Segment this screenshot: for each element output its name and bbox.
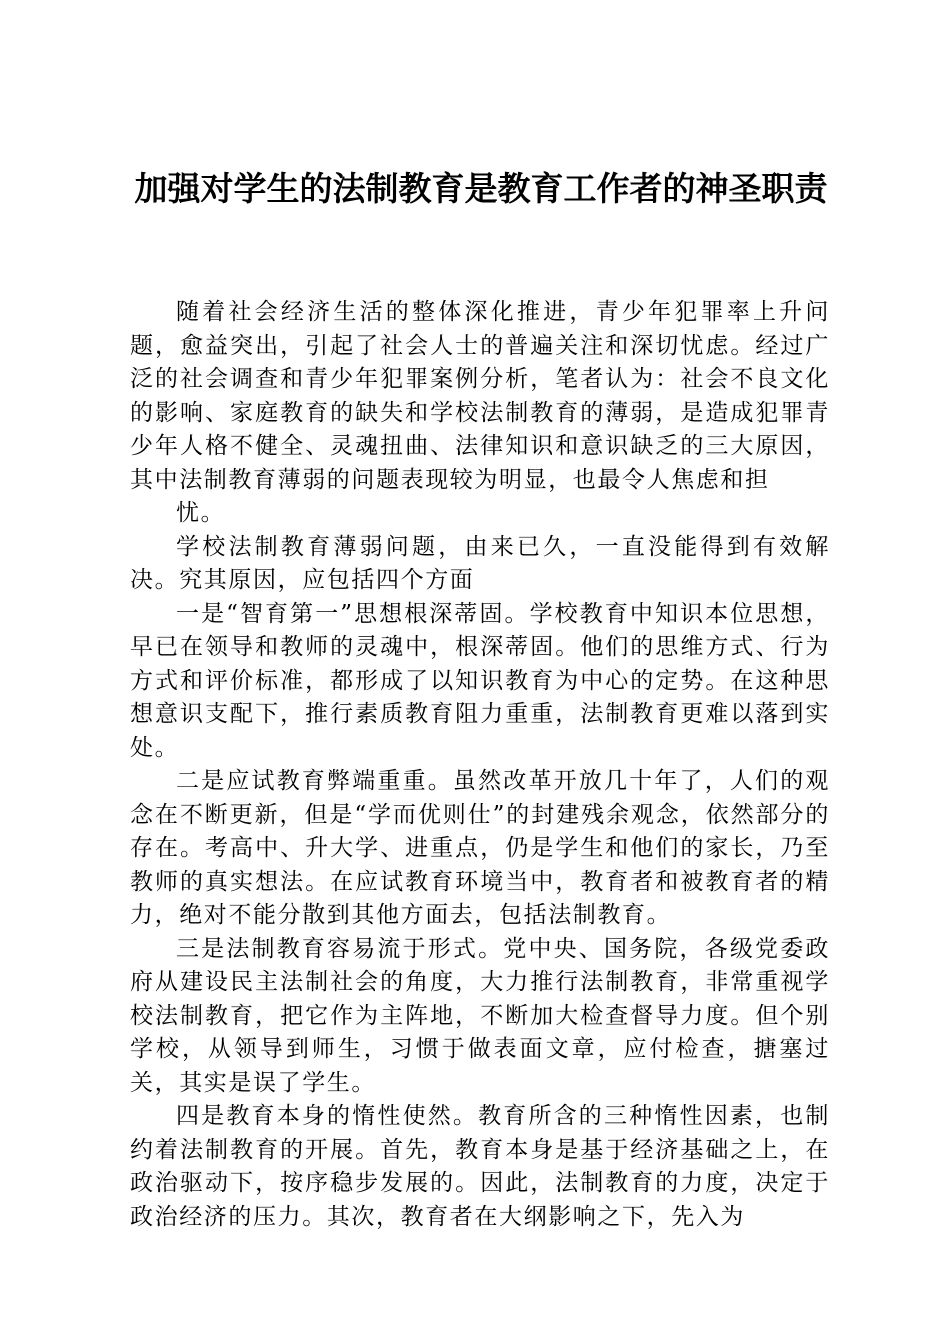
paragraph-reason-one: 一是“智育第一”思想根深蒂固。学校教育中知识本位思想，早已在领导和教师的灵魂中，根深蒂固。他们的思维方式、行为方式和评价标准，都形成了以知识教育为中心的定势。在这种思想意识支配下，推行素质教育阻力重重，法制教育更难以落到实处。 bbox=[130, 600, 830, 761]
paragraph-intro-continued: 忧。 bbox=[176, 500, 226, 526]
paragraph-intro: 随着社会经济生活的整体深化推进，青少年犯罪率上升问题，愈益突出，引起了社会人士的普遍关注和深切忧虑。经过广泛的社会调查和青少年犯罪案例分析，笔者认为：社会不良文化的影响、家庭教育的缺失和学校法制教育的薄弱，是造成犯罪青少年人格不健全、灵魂扭曲、法律知识和意识缺乏的三大原因，其中法制教育薄弱的问题表现较为明显，也最令人焦虑和担 bbox=[130, 299, 830, 493]
paragraph-reason-two: 二是应试教育弊端重重。虽然改革开放几十年了，人们的观念在不断更新，但是“学而优则仕”的封建残余观念，依然部分的存在。考高中、升大学、进重点，仍是学生和他们的家长，乃至教师的真实想法。在应试教育环境当中，教育者和被教育者的精力，绝对不能分散到其他方面去，包括法制教育。 bbox=[130, 768, 830, 928]
document-title: 加强对学生的法制教育是教育工作者的神圣职责 bbox=[134, 169, 828, 208]
document-body bbox=[130, 296, 830, 1234]
paragraph-reasons-overview: 学校法制教育薄弱问题，由来已久，一直没能得到有效解决。究其原因，应包括四个方面 bbox=[130, 533, 830, 593]
paragraph-reason-four: 四是教育本身的惰性使然。教育所含的三种惰性因素，也制约着法制教育的开展。首先，教育本身是基于经济基础之上，在政治驱动下，按序稳步发展的。因此，法制教育的力度，决定于政治经济的压力。其次，教育者在大纲影响之下，先入为 bbox=[130, 1103, 830, 1230]
paragraph-reason-three: 三是法制教育容易流于形式。党中央、国务院，各级党委政府从建设民主法制社会的角度，大力推行法制教育，非常重视学校法制教育，把它作为主阵地，不断加大检查督导力度。但个别学校，从领导到师生，习惯于做表面文章，应付检查，搪塞过关，其实是误了学生。 bbox=[130, 935, 830, 1096]
